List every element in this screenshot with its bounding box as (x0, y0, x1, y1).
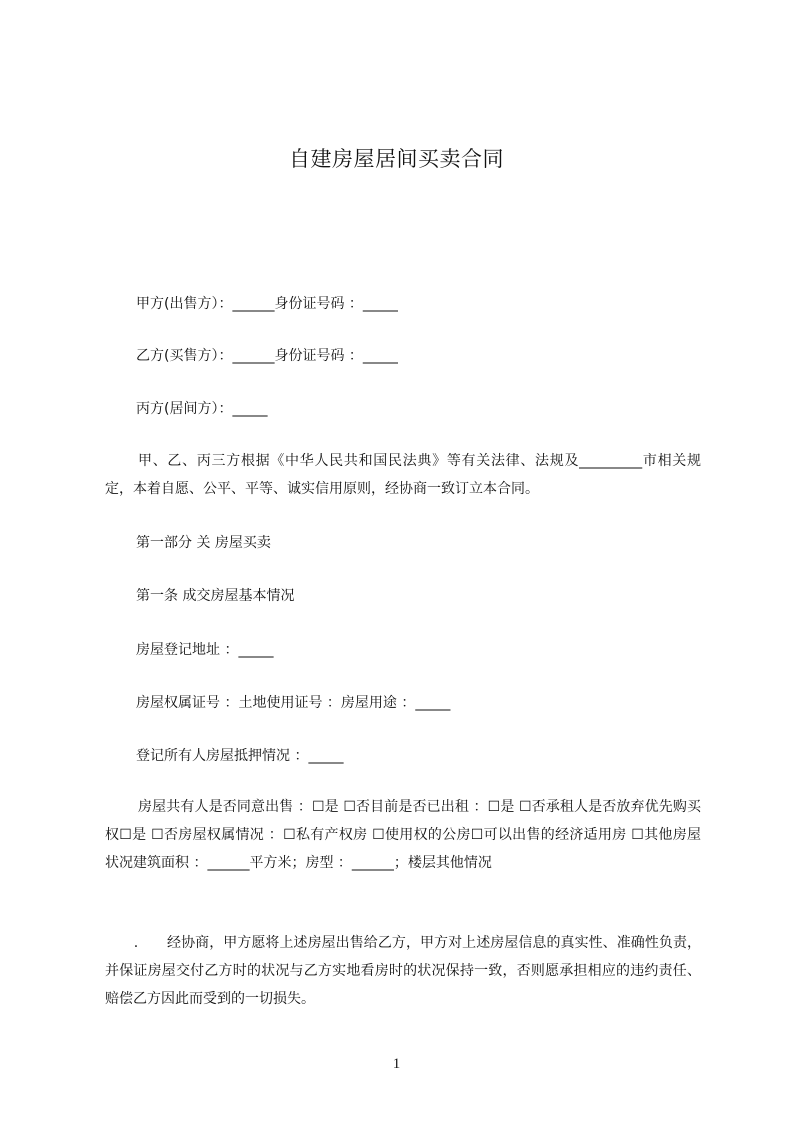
house-address-line: 房屋登记地址 ：_____ (136, 642, 274, 658)
document-title: 自建房屋居间买卖合同 (289, 147, 504, 171)
mortgage-line: 登记所有人房屋抵押情况 ：_____ (136, 748, 344, 764)
part-heading: 第一部分 关 房屋买卖 (136, 535, 271, 551)
intro-paragraph: 甲、乙、丙三方根据《中华人民共和国民法典》等有关法律、法规及_________市相关规定，本着自愿、公平、平等、诚实信用原则，经协商一致订立本合同。 (105, 453, 701, 497)
party-a-line: 甲方(出售方）：______身份证号码 ：_____ (136, 296, 398, 312)
party-b-line: 乙方(买售方）：______身份证号码 ：_____ (136, 348, 398, 364)
agreement-text: 经协商，甲方愿将上述房屋出售给乙方，甲方对上述房屋信息的真实性、准确性负责，并保证房屋交付乙方时的状况与乙方实地看房时的状况保持一致，否则愿承担相应的违约责任、赔偿乙方因此而受到的一切损失。 (105, 935, 701, 1007)
ownership-cert-line: 房屋权属证号 ：土地使用证号 ：房屋用途 ：_____ (136, 695, 451, 711)
co-owner-paragraph: 房屋共有人是否同意出售 ：☐是 ☐否目前是否已出租 ：☐是 ☐否承租人是否放弃优先购买权☐是 ☐否房屋权属情况 ：☐私有产权房 ☐使用权的公房☐可以出售的经济适用房 ☐其他房屋状况建筑面积 ：______平方米；房型 ：______；楼层其他情况 (105, 799, 701, 871)
party-c-line: 丙方(居间方）：_____ (136, 401, 268, 417)
article-heading: 第一条 成交房屋基本情况 (136, 588, 295, 604)
agreement-paragraph (105, 929, 701, 1013)
page-number: 1 (392, 1056, 401, 1072)
agreement-marker: . (133, 935, 139, 951)
